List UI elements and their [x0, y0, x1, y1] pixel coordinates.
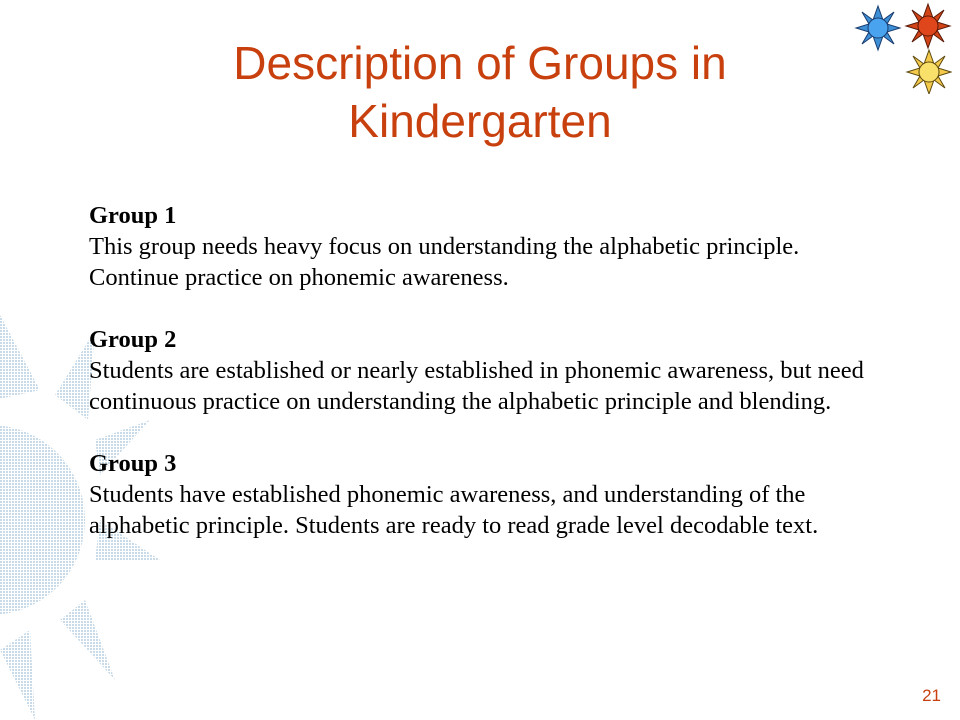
groups-content [89, 200, 889, 572]
group-2 [89, 324, 889, 417]
page-number: 21 [922, 686, 941, 705]
sun-icon-yellow [907, 50, 951, 94]
group-description: Students are established or nearly established in phonemic awareness, but need continuous practice on understanding the alphabetic principle and blending. [89, 357, 864, 415]
group-3 [89, 448, 889, 541]
group-heading: Group 1 [89, 202, 177, 229]
group-heading: Group 3 [89, 450, 177, 477]
sun-icons [852, 2, 952, 94]
group-1 [89, 200, 889, 293]
group-heading: Group 2 [89, 326, 177, 353]
sun-icon-red [906, 4, 950, 48]
sun-icon-blue [856, 6, 900, 50]
group-description: Students have established phonemic awareness, and understanding of the alphabetic principle. Students are ready to read grade level decodable text. [89, 481, 819, 539]
group-description: This group needs heavy focus on understanding the alphabetic principle. Continue practice on phonemic awareness. [89, 233, 800, 291]
slide-title: Description of Groups in Kindergarten [233, 37, 727, 147]
